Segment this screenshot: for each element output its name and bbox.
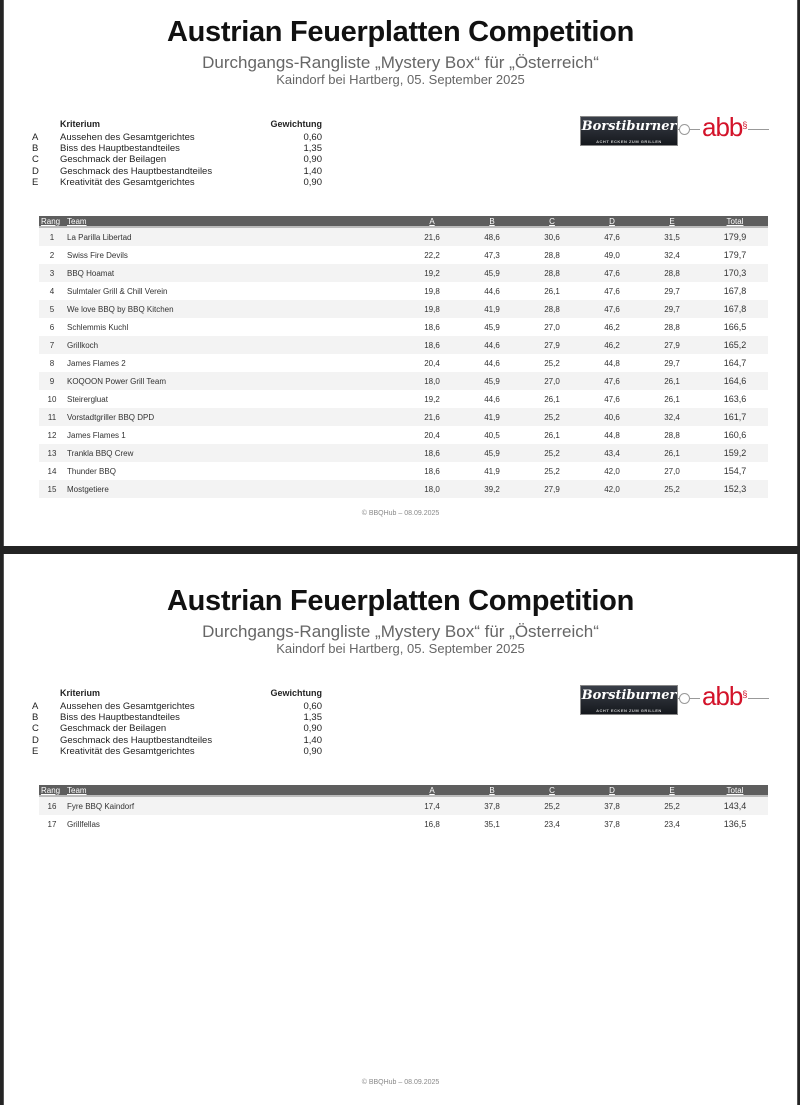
footer-text: © BBQHub – 08.09.2025: [361, 510, 440, 517]
cell-rank: 4: [49, 286, 55, 296]
cell-c: 28,8: [522, 300, 582, 318]
cell-d: 47,6: [604, 286, 620, 296]
cell-b: 41,9: [462, 408, 522, 426]
cell-d: 43,4: [582, 444, 642, 462]
cell-rank: 12: [47, 430, 57, 440]
cell-total: 159,2: [702, 444, 768, 462]
cell-b: 40,5: [484, 430, 500, 440]
cell-rank: 14: [47, 466, 57, 476]
cell-e: 29,7: [664, 358, 680, 368]
cell-rank: 8: [49, 358, 55, 368]
criterion-row: E Kreativität des Gesamtgerichtes 0,90: [32, 176, 322, 188]
table-row: [39, 444, 768, 462]
cell-team: Fyre BBQ Kaindorf: [65, 796, 402, 815]
page-title: Austrian Feuerplatten Competition: [166, 585, 634, 617]
cell-team: Steirergluat: [67, 394, 108, 404]
cell-a: 21,6: [402, 408, 462, 426]
table-row: [39, 227, 768, 246]
criterion-row: A Aussehen des Gesamtgerichtes 0,60: [32, 701, 322, 712]
weight-header: Gewichtung: [270, 119, 322, 129]
cell-a: 18,0: [402, 372, 462, 390]
cell-total: 164,6: [702, 372, 768, 390]
table-row: [39, 426, 768, 444]
cell-a: 22,2: [424, 250, 440, 260]
cell-d: 49,0: [604, 250, 620, 260]
criterion-row: B Biss des Hauptbestandteiles 1,35: [32, 143, 322, 155]
cell-e: 32,4: [664, 250, 680, 260]
table-row: [39, 336, 768, 354]
cell-e: 25,2: [642, 480, 702, 498]
ring-icon: [679, 124, 690, 135]
criterion-row: D Geschmack des Hauptbestandteiles 1,40: [32, 734, 322, 746]
cell-rank: 13: [39, 444, 65, 462]
cell-b: 37,8: [462, 796, 522, 815]
cell-d: 37,8: [582, 796, 642, 815]
cell-rank: 2: [49, 250, 55, 260]
cell-team: Schlemmis Kuchl: [67, 322, 129, 332]
cell-c: 27,9: [522, 480, 582, 498]
cell-b: 45,9: [484, 322, 500, 332]
criterion-row: C Geschmack der Beilagen 0,90: [32, 723, 322, 735]
cell-a: 18,6: [424, 466, 440, 476]
cell-team: KOQOON Power Grill Team: [65, 372, 402, 390]
cell-a: 18,0: [402, 480, 462, 498]
cell-d: 37,8: [604, 819, 620, 829]
cell-d: 47,6: [582, 300, 642, 318]
results-table: [39, 216, 768, 498]
cell-team: James Flames 1: [67, 430, 126, 440]
cell-rank: 16: [39, 796, 65, 815]
cell-total: 154,7: [723, 466, 747, 476]
cell-total: 167,8: [723, 286, 747, 296]
cell-total: 179,7: [723, 250, 747, 260]
cell-total: 164,7: [723, 358, 747, 368]
cell-a: 18,6: [402, 444, 462, 462]
cell-total: 170,3: [702, 264, 768, 282]
cell-total: 136,5: [723, 819, 747, 829]
cell-rank: 17: [47, 819, 57, 829]
cell-e: 26,1: [642, 372, 702, 390]
cell-team: Sulmtaler Grill & Chill Verein: [67, 286, 168, 296]
cell-e: 31,5: [642, 227, 702, 246]
cell-total: 179,9: [702, 227, 768, 246]
cell-team: Swiss Fire Devils: [67, 250, 128, 260]
cell-d: 42,0: [582, 480, 642, 498]
cell-rank: 11: [39, 408, 65, 426]
criterion-row: A Aussehen des Gesamtgerichtes 0,60: [32, 132, 322, 143]
cell-a: 19,8: [424, 286, 440, 296]
pdf-page-1: [3, 0, 798, 546]
cell-rank: 3: [39, 264, 65, 282]
table-row: [39, 318, 768, 336]
abb-logo: abb§: [702, 681, 747, 711]
cell-c: 25,2: [544, 466, 560, 476]
cell-e: 23,4: [664, 819, 680, 829]
cell-team: La Parilla Libertad: [65, 227, 402, 246]
cell-d: 47,6: [582, 264, 642, 282]
cell-b: 41,9: [484, 466, 500, 476]
table-row: [39, 300, 768, 318]
criterion-row: E Kreativität des Gesamtgerichtes 0,90: [32, 745, 322, 757]
cell-d: 44,8: [604, 358, 620, 368]
cell-b: 47,3: [484, 250, 500, 260]
cell-total: 152,3: [702, 480, 768, 498]
cell-e: 29,7: [642, 300, 702, 318]
cell-a: 20,4: [424, 430, 440, 440]
borstiburner-logo: Borstiburner ACHT ECKEN ZUM GRILLEN: [580, 116, 678, 146]
table-row: [39, 408, 768, 426]
cell-b: 35,1: [484, 819, 500, 829]
cell-team: Vorstadtgriller BBQ DPD: [65, 408, 402, 426]
cell-total: 161,7: [702, 408, 768, 426]
cell-c: 27,0: [522, 372, 582, 390]
cell-b: 44,6: [484, 358, 500, 368]
cell-total: 160,6: [723, 430, 747, 440]
cell-c: 23,4: [544, 819, 560, 829]
cell-rank: 9: [39, 372, 65, 390]
cell-e: 32,4: [642, 408, 702, 426]
cell-b: 45,9: [462, 372, 522, 390]
cell-d: 47,6: [582, 372, 642, 390]
ring-icon: [679, 693, 690, 704]
cell-b: 44,6: [484, 286, 500, 296]
table-row: [39, 480, 768, 498]
cell-team: BBQ Hoamat: [65, 264, 402, 282]
cell-b: 48,6: [462, 227, 522, 246]
place-date: Kaindorf bei Hartberg, 05. September 2025: [276, 72, 525, 87]
cell-a: 17,4: [402, 796, 462, 815]
cell-c: 30,6: [522, 227, 582, 246]
cell-team: Mostgetiere: [65, 480, 402, 498]
abb-logo: abb§: [702, 112, 747, 142]
cell-a: 16,8: [424, 819, 440, 829]
cell-b: 41,9: [462, 300, 522, 318]
table-row: [39, 282, 768, 300]
sponsor-logos: [580, 112, 770, 146]
cell-e: 28,8: [664, 322, 680, 332]
page-subtitle: Durchgangs-Rangliste „Mystery Box“ für „Österreich“: [202, 53, 599, 72]
cell-c: 26,1: [544, 430, 560, 440]
table-row: [39, 372, 768, 390]
cell-rank: 7: [39, 336, 65, 354]
cell-total: 166,5: [723, 322, 747, 332]
cell-a: 19,2: [402, 264, 462, 282]
table-row: [39, 462, 768, 480]
cell-a: 19,8: [402, 300, 462, 318]
cell-total: 163,6: [723, 394, 747, 404]
table-row: [39, 390, 768, 408]
page-title: Austrian Feuerplatten Competition: [166, 16, 634, 48]
cell-b: 45,9: [462, 264, 522, 282]
cell-rank: 15: [39, 480, 65, 498]
criterion-row: D Geschmack des Hauptbestandteiles 1,40: [32, 165, 322, 177]
sponsor-logos: [580, 681, 770, 715]
cell-d: 47,6: [604, 394, 620, 404]
cell-d: 40,6: [582, 408, 642, 426]
cell-e: 28,8: [642, 264, 702, 282]
cell-d: 46,2: [604, 322, 620, 332]
cell-e: 29,7: [664, 286, 680, 296]
table-header-row: Rang Team A B C D E Total: [39, 216, 768, 227]
cell-b: 44,6: [462, 336, 522, 354]
table-row: [39, 264, 768, 282]
cell-rank: 5: [39, 300, 65, 318]
cell-e: 26,1: [642, 444, 702, 462]
cell-b: 45,9: [462, 444, 522, 462]
cell-a: 19,2: [424, 394, 440, 404]
cell-c: 26,1: [544, 286, 560, 296]
table-row: [39, 246, 768, 264]
cell-rank: 6: [49, 322, 55, 332]
cell-team: We love BBQ by BBQ Kitchen: [65, 300, 402, 318]
cell-c: 28,8: [544, 250, 560, 260]
cell-team: Trankla BBQ Crew: [65, 444, 402, 462]
cell-b: 44,6: [484, 394, 500, 404]
cell-c: 28,8: [522, 264, 582, 282]
table-row: [39, 796, 768, 815]
table-row: [39, 815, 768, 833]
cell-d: 42,0: [604, 466, 620, 476]
criteria-legend: Kriterium Gewichtung A Aussehen des Gesamtgerichtes 0,60 B Biss des Hauptbestandteiles 1,35 C Geschmack der Beilagen 0,90 D Geschmack des Hauptbestandteiles 1,40 E Kreativität des Gesamtgerichtes 0,90: [32, 688, 322, 757]
cell-e: 27,0: [664, 466, 680, 476]
borstiburner-logo: Borstiburner ACHT ECKEN ZUM GRILLEN: [580, 685, 678, 715]
cell-team: Grillfellas: [67, 819, 100, 829]
table-header-row: Rang Team A B C D E Total: [39, 785, 768, 796]
cell-total: 143,4: [702, 796, 768, 815]
page-subtitle: Durchgangs-Rangliste „Mystery Box“ für „Österreich“: [202, 622, 599, 641]
cell-team: James Flames 2: [67, 358, 126, 368]
cell-e: 25,2: [642, 796, 702, 815]
cell-c: 25,2: [522, 408, 582, 426]
cell-c: 27,9: [522, 336, 582, 354]
cell-e: 28,8: [664, 430, 680, 440]
cell-total: 165,2: [702, 336, 768, 354]
cell-a: 20,4: [424, 358, 440, 368]
cell-a: 18,6: [402, 336, 462, 354]
criterion-row: B Biss des Hauptbestandteiles 1,35: [32, 712, 322, 724]
criteria-legend: [32, 119, 322, 188]
cell-e: 27,9: [642, 336, 702, 354]
cell-c: 27,0: [544, 322, 560, 332]
cell-rank: 1: [39, 227, 65, 246]
cell-c: 26,1: [544, 394, 560, 404]
cell-c: 25,2: [522, 796, 582, 815]
table-row: [39, 354, 768, 372]
pdf-page-2: [3, 554, 798, 1105]
cell-d: 46,2: [582, 336, 642, 354]
criterion-row: C Geschmack der Beilagen 0,90: [32, 154, 322, 166]
cell-d: 47,6: [582, 227, 642, 246]
cell-e: 26,1: [664, 394, 680, 404]
cell-rank: 10: [47, 394, 57, 404]
footer-text: © BBQHub – 08.09.2025: [361, 1079, 440, 1086]
cell-a: 21,6: [402, 227, 462, 246]
criteria-header: Kriterium: [60, 119, 101, 129]
results-table: [39, 785, 768, 833]
cell-total: 167,8: [702, 300, 768, 318]
cell-team: Grillkoch: [65, 336, 402, 354]
cell-d: 44,8: [604, 430, 620, 440]
cell-b: 39,2: [462, 480, 522, 498]
place-date: Kaindorf bei Hartberg, 05. September 2025: [276, 641, 525, 656]
cell-a: 18,6: [424, 322, 440, 332]
cell-team: Thunder BBQ: [67, 466, 116, 476]
cell-c: 25,2: [522, 444, 582, 462]
cell-c: 25,2: [544, 358, 560, 368]
